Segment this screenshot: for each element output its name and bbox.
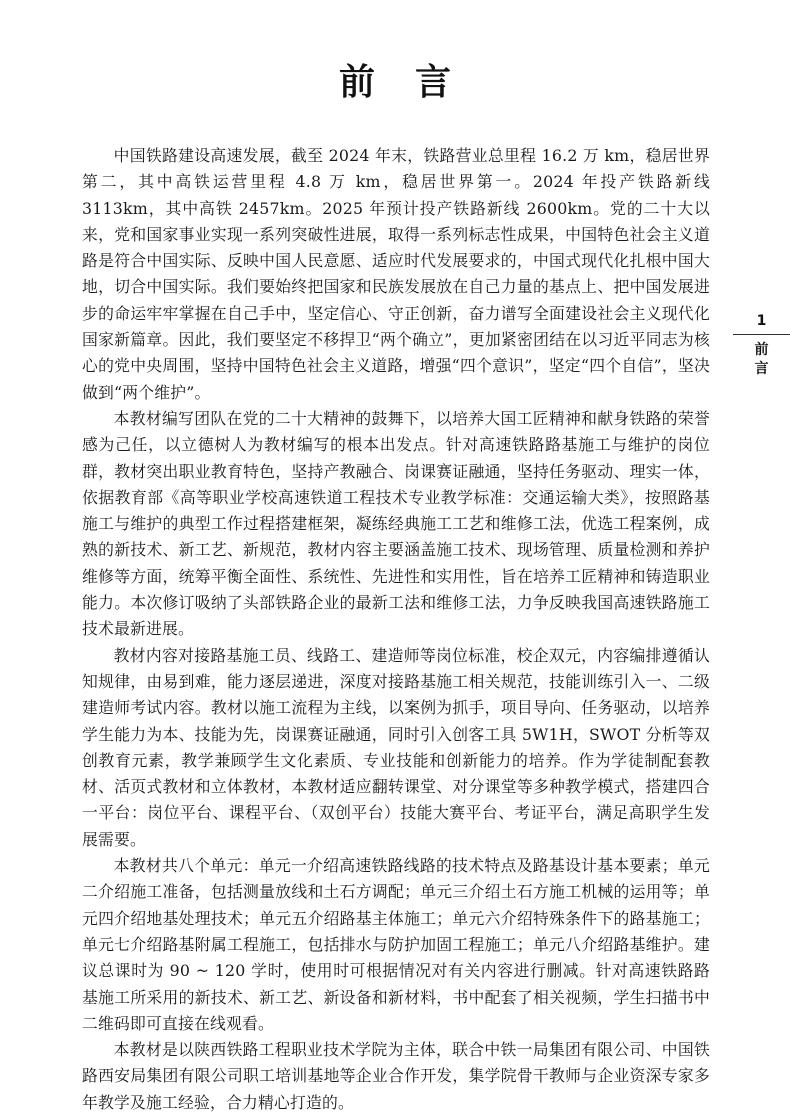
paragraph-1: 中国铁路建设高速发展，截至 2024 年末，铁路营业总里程 16.2 万 km，稳居世界第二，其中高铁运营里程 4.8 万 km，稳居世界第一。2024 年投产铁路新线 3113km，其中高铁 2457km。2025 年预计投产铁路新线 2600km。党的二十大以来，党和国家事业实现一系列突破性进展，取得一系列标志性成果，中国特色社会主义道路是符合中国实际、反映中国人民意愿、适应时代发展要求的，中国式现代化扎根中国大地，切合中国实际。我们要始终把国家和民族发展放在自己力量的基点上、把中国发展进步的命运牢牢掌握在自己手中，坚定信心、守正创新，奋力谱写全面建设社会主义现代化国家新篇章。因此，我们要坚定不移捍卫“两个确立”，更加紧密团结在以习近平同志为核心的党中央周围，坚持中国特色社会主义道路，增强“四个意识”，坚定“四个自信”，坚决做到“两个维护”。 bbox=[82, 146, 710, 402]
page-number: 1 bbox=[756, 313, 767, 329]
paragraph-4: 本教材共八个单元：单元一介绍高速铁路线路的技术特点及路基设计基本要素；单元二介绍施工准备，包括测量放线和土石方调配；单元三介绍土石方施工机械的运用等；单元四介绍地基处理技术；单元五介绍路基主体施工；单元六介绍特殊条件下的路基施工；单元七介绍路基附属工程施工，包括排水与防护加固工程施工；单元八介绍路基维护。建议总课时为 90 ~ 120 学时，使用时可根据情况对有关内容进行删减。针对高速铁路路基施工所采用的新技术、新工艺、新设备和新材料，书中配套了相关视频，学生扫描书中二维码即可直接在线观看。 bbox=[82, 856, 710, 1033]
paragraph-2: 本教材编写团队在党的二十大精神的鼓舞下，以培养大国工匠精神和献身铁路的荣誉感为己任，以立德树人为教材编写的根本出发点。针对高速铁路路基施工与维护的岗位群，教材突出职业教育特色，坚持产教融合、岗课赛证融通，坚持任务驱动、理实一体，依据教育部《高等职业学校高速铁道工程技术专业教学标准：交通运输大类》，按照路基施工与维护的典型工作过程搭建框架，凝练经典施工工艺和维修工法，优选工程案例，成熟的新技术、新工艺、新规范，教材内容主要涵盖施工技术、现场管理、质量检测和养护维修等方面，统筹平衡全面性、系统性、先进性和实用性，旨在培养工匠精神和铸造职业能力。本次修订吸纳了头部铁路企业的最新工法和维修工法，力争反映我国高速铁路施工技术最新进展。 bbox=[82, 408, 710, 639]
paragraph-5: 本教材是以陕西铁路工程职业技术学院为主体，联合中铁一局集团有限公司、中国铁路西安局集团有限公司职工培训基地等企业合作开发，集学院骨干教师与企业资深专家多年教学及施工经验，合力精心打造的。 bbox=[82, 1040, 710, 1112]
page-title: 前言 bbox=[338, 62, 491, 103]
paragraph-3: 教材内容对接路基施工员、线路工、建造师等岗位标准，校企双元，内容编排遵循认知规律，由易到难，能力逐层递进，深度对接路基施工相关规范，技能训练引入一、二级建造师考试内容。教材以施工流程为主线，以案例为抓手，项目导向、任务驱动，以培养学生能力为本、技能为先，岗课赛证融通，同时引入创客工具 5W1H，SWOT 分析等双创教育元素，教学兼顾学生文化素质、专业技能和创新能力的培养。作为学徒制配套教材、活页式教材和立体教材，本教材适应翻转课堂、对分课堂等多种教学模式，搭建四合一平台：岗位平台、课程平台、（双创平台）技能大赛平台、考证平台，满足高职学生发展需要。 bbox=[82, 645, 710, 849]
side-tab bbox=[733, 311, 790, 379]
side-label-line2: 言 bbox=[754, 361, 769, 377]
preface-body bbox=[82, 143, 710, 1116]
side-divider bbox=[733, 334, 790, 335]
side-label-line1: 前 bbox=[754, 342, 769, 358]
